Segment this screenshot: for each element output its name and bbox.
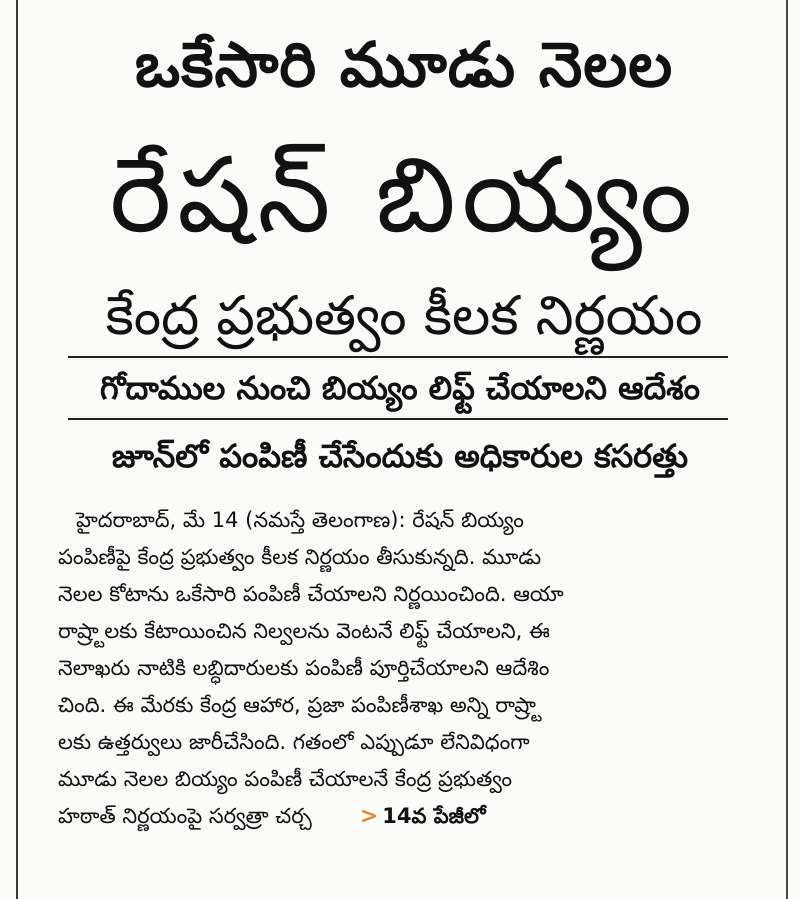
- deck-line-2: జూన్‌లో పంపిణీ చేసేందుకు అధికారుల కసరత్తు: [111, 437, 689, 475]
- body-line: రాష్ర్టాలకు కేటాయించిన నిల్వలను వెంటనే లిఫ్ట్ చేయాలని, ఈ: [58, 619, 550, 643]
- headline-line-2: రేషన్ బియ్యం: [109, 134, 699, 256]
- chevron-right-icon: >: [359, 804, 379, 829]
- body-last-line: [58, 798, 730, 835]
- body-line: పంపిణీపై కేంద్ర ప్రభుత్వం కీలక నిర్ణయం తీసుకున్నది. మూడు: [58, 545, 542, 569]
- body-line: నెలల కోటాను ఒకేసారి పంపిణీ చేయాలని నిర్ణయించింది. ఆయా: [58, 582, 564, 606]
- continued-page-label: 14వ పేజీలో: [382, 804, 486, 828]
- body-line: లకు ఉత్తర్వులు జారీచేసింది. గతంలో ఎప్పుడూ లేనివిధంగా: [58, 730, 530, 754]
- divider-rule: [68, 356, 728, 358]
- column-divider-right: [786, 0, 788, 899]
- body-line: హైదరాబాద్, మే 14 (నమస్తే తెలంగాణ): రేషన్ బియ్యం: [76, 508, 524, 532]
- body-line: హఠాత్ నిర్ణయంపై సర్వత్రా చర్చ: [58, 804, 312, 828]
- headline-line-1: ఒకేసారి మూడు నెలల: [134, 28, 674, 101]
- deck-line-1: గోదాముల నుంచి బియ్యం లిఫ్ట్ చేయాలని ఆదేశం: [99, 369, 701, 407]
- body-line: నెలాఖరు నాటికి లబ్ధిదారులకు పంపిణీ పూర్తిచేయాలని ఆదేశిం: [58, 656, 550, 680]
- body-line: చింది. ఈ మేరకు కేంద్ర ఆహార, ప్రజా పంపిణీశాఖ అన్ని రాష్ర్టా: [58, 693, 542, 717]
- divider-rule: [68, 418, 728, 420]
- column-divider-left: [16, 0, 18, 899]
- article-body: [58, 502, 730, 835]
- headline-line-3: కేంద్ర ప్రభుత్వం కీలక నిర్ణయం: [105, 284, 703, 347]
- continued-on-page: [360, 798, 486, 835]
- body-line: మూడు నెలల బియ్యం పంపిణీ చేయాలనే కేంద్ర ప్రభుత్వం: [58, 767, 513, 791]
